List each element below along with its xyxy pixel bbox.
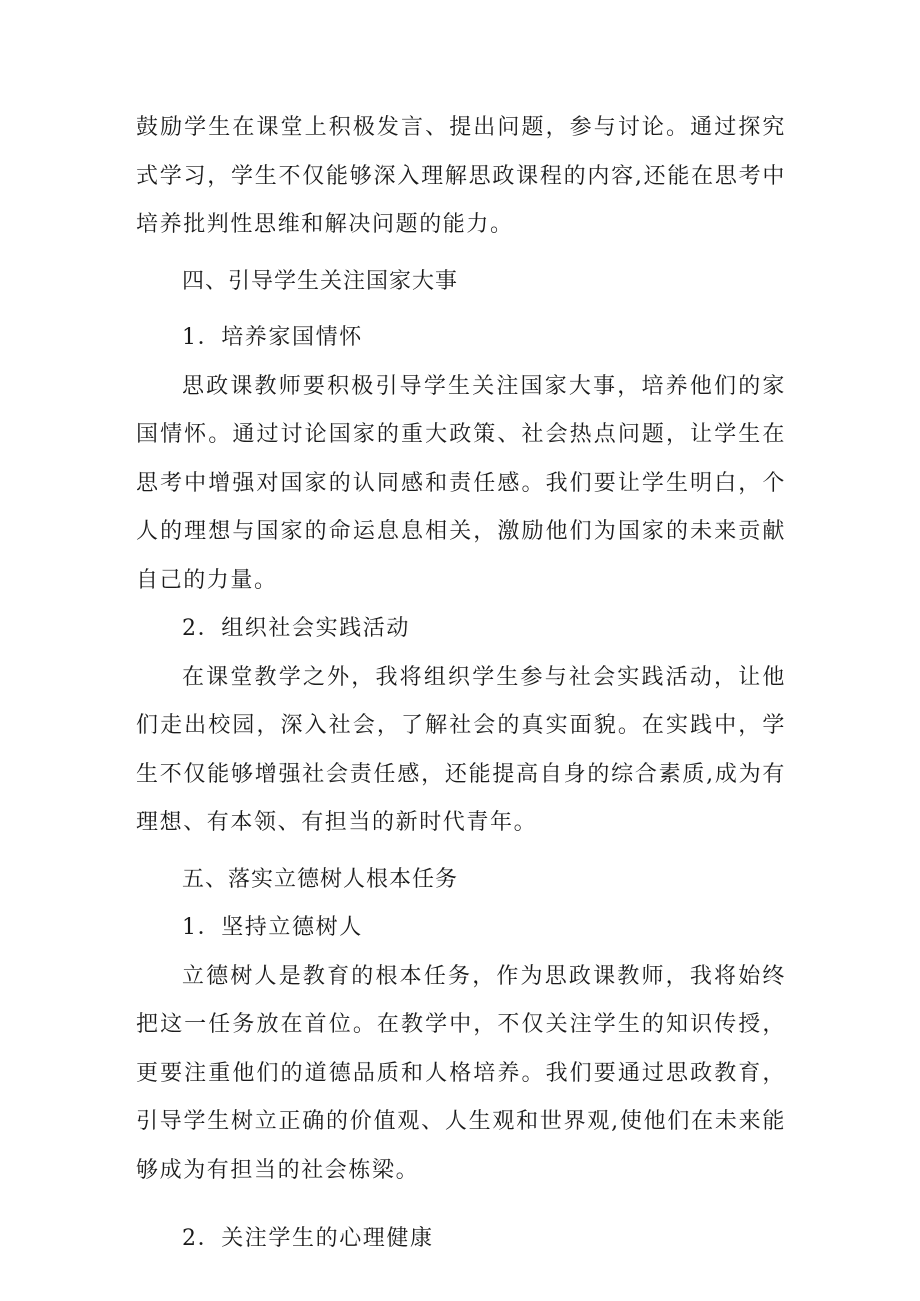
paragraph-4-2: 在课堂教学之外，我将组织学生参与社会实践活动，让他们走出校园，深入社会，了解社会的真实面貌。在实践中，学生不仅能够增强社会责任感，还能提高自身的综合素质,成为有理想、有本领、有担当的新时代青年。 [136, 664, 786, 835]
paragraph-5-1: 立德树人是教育的根本任务，作为思政课教师，我将始终把这一任务放在首位。在教学中，不仅关注学生的知识传授，更要注重他们的道德品质和人格培养。我们要通过思政教育，引导学生树立正确的价值观、人生观和世界观,使他们在未来能够成为有担当的社会栋梁。 [136, 963, 786, 1183]
subheading-4-2: 2．组织社会实践活动 [182, 616, 410, 641]
subheading-4-1: 1．培养家国情怀 [182, 325, 363, 350]
section-heading-5: 五、落实立德树人根本任务 [182, 866, 459, 892]
subheading-5-2: 2．关注学生的心理健康 [182, 1226, 434, 1251]
section-heading-4: 四、引导学生关注国家大事 [182, 268, 459, 294]
paragraph-continued: 鼓励学生在课堂上积极发言、提出问题，参与讨论。通过探究式学习，学生不仅能够深入理解思政课程的内容,还能在思考中培养批判性思维和解决问题的能力。 [136, 115, 786, 237]
paragraph-4-1: 思政课教师要积极引导学生关注国家大事，培养他们的家国情怀。通过讨论国家的重大政策、社会热点问题，让学生在思考中增强对国家的认同感和责任感。我们要让学生明白，个人的理想与国家的命运息息相关，激励他们为国家的未来贡献自己的力量。 [136, 373, 786, 593]
document-body [136, 104, 786, 1264]
subheading-5-1: 1．坚持立德树人 [182, 915, 363, 940]
